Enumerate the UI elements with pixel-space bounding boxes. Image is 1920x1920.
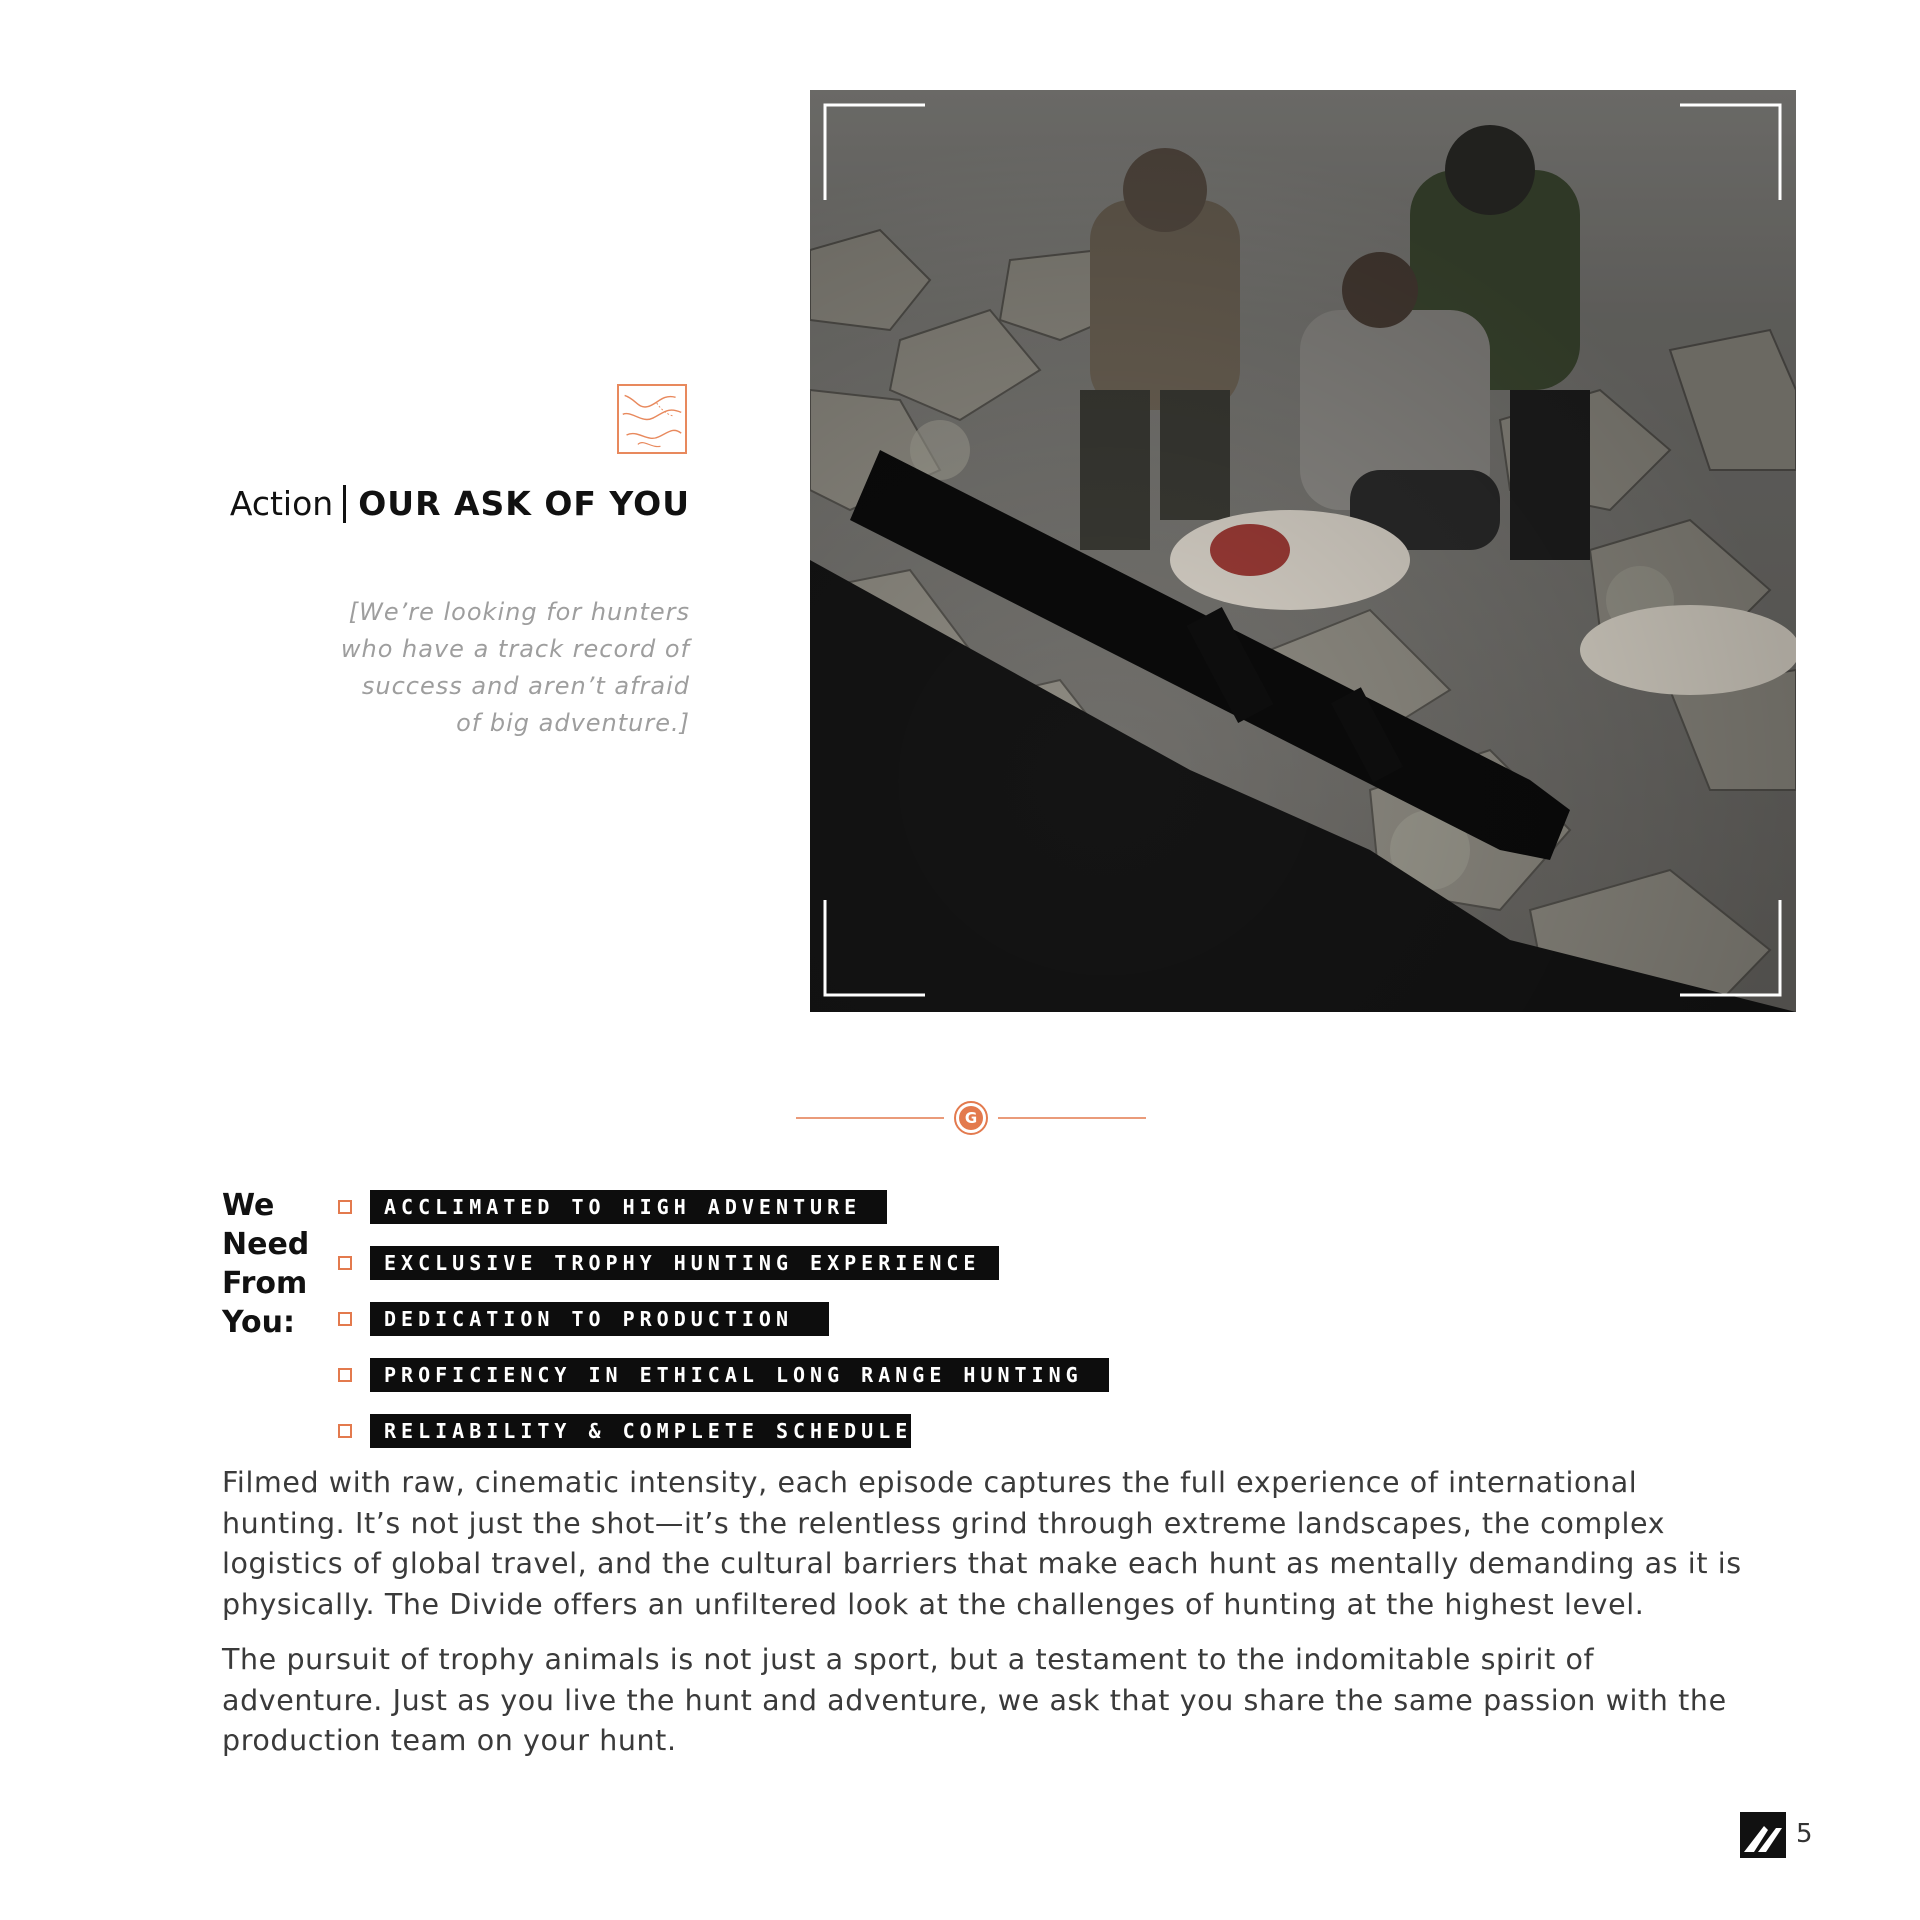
checkbox-icon[interactable] [338, 1368, 352, 1382]
quote-line: of big adventure.] [456, 709, 690, 737]
heading-bold: OUR ASK OF YOU [358, 484, 690, 523]
brand-logo-icon [1740, 1812, 1786, 1858]
checkbox-icon[interactable] [338, 1312, 352, 1326]
quote-line: success and aren’t afraid [361, 672, 690, 700]
requirements-label-line: You: [222, 1305, 295, 1340]
body-paragraph: Filmed with raw, cinematic intensity, each episode captures the full experience of international hunting. It’s not just the shot—it’s the relentless grind through extreme landscapes, the complex logistics of global travel, and the cultural barriers that make each hunt as mentally demanding as it is physically. The Divide offers an unfiltered look at the challenges of hunting at the highest level. [222, 1466, 1742, 1621]
checkbox-icon[interactable] [338, 1200, 352, 1214]
requirement-label: PROFICIENCY IN ETHICAL LONG RANGE HUNTING [370, 1358, 1109, 1392]
requirement-label: ACCLIMATED TO HIGH ADVENTURE [370, 1190, 887, 1224]
requirements-label [222, 1186, 322, 1342]
checkbox-icon[interactable] [338, 1424, 352, 1438]
pull-quote [270, 594, 690, 742]
quote-line: [We’re looking for hunters [348, 598, 690, 626]
checkbox-icon[interactable] [338, 1256, 352, 1270]
heading-divider [343, 485, 346, 523]
body-copy [222, 1463, 1762, 1777]
hero-photo [810, 90, 1796, 1012]
requirements-label-line: We [222, 1188, 275, 1223]
body-paragraph: The pursuit of trophy animals is not just a sport, but a testament to the indomitable spirit of adventure. Just as you live the hunt and adventure, we ask that you share the same passion with the production team on your hunt. [222, 1643, 1727, 1757]
heading-light: Action [229, 484, 334, 523]
page-number: 5 [1796, 1819, 1813, 1849]
topo-map-icon [617, 384, 687, 454]
section-heading [120, 478, 690, 530]
requirement-label: EXCLUSIVE TROPHY HUNTING EXPERIENCE [370, 1246, 999, 1280]
divider-logo-letter: G [964, 1109, 978, 1127]
requirement-label: RELIABILITY & COMPLETE SCHEDULE [370, 1414, 911, 1448]
requirements-label-line: From [222, 1266, 308, 1301]
requirements-label-line: Need [222, 1227, 310, 1262]
requirement-label: DEDICATION TO PRODUCTION [370, 1302, 829, 1336]
quote-line: who have a track record of [340, 635, 690, 663]
